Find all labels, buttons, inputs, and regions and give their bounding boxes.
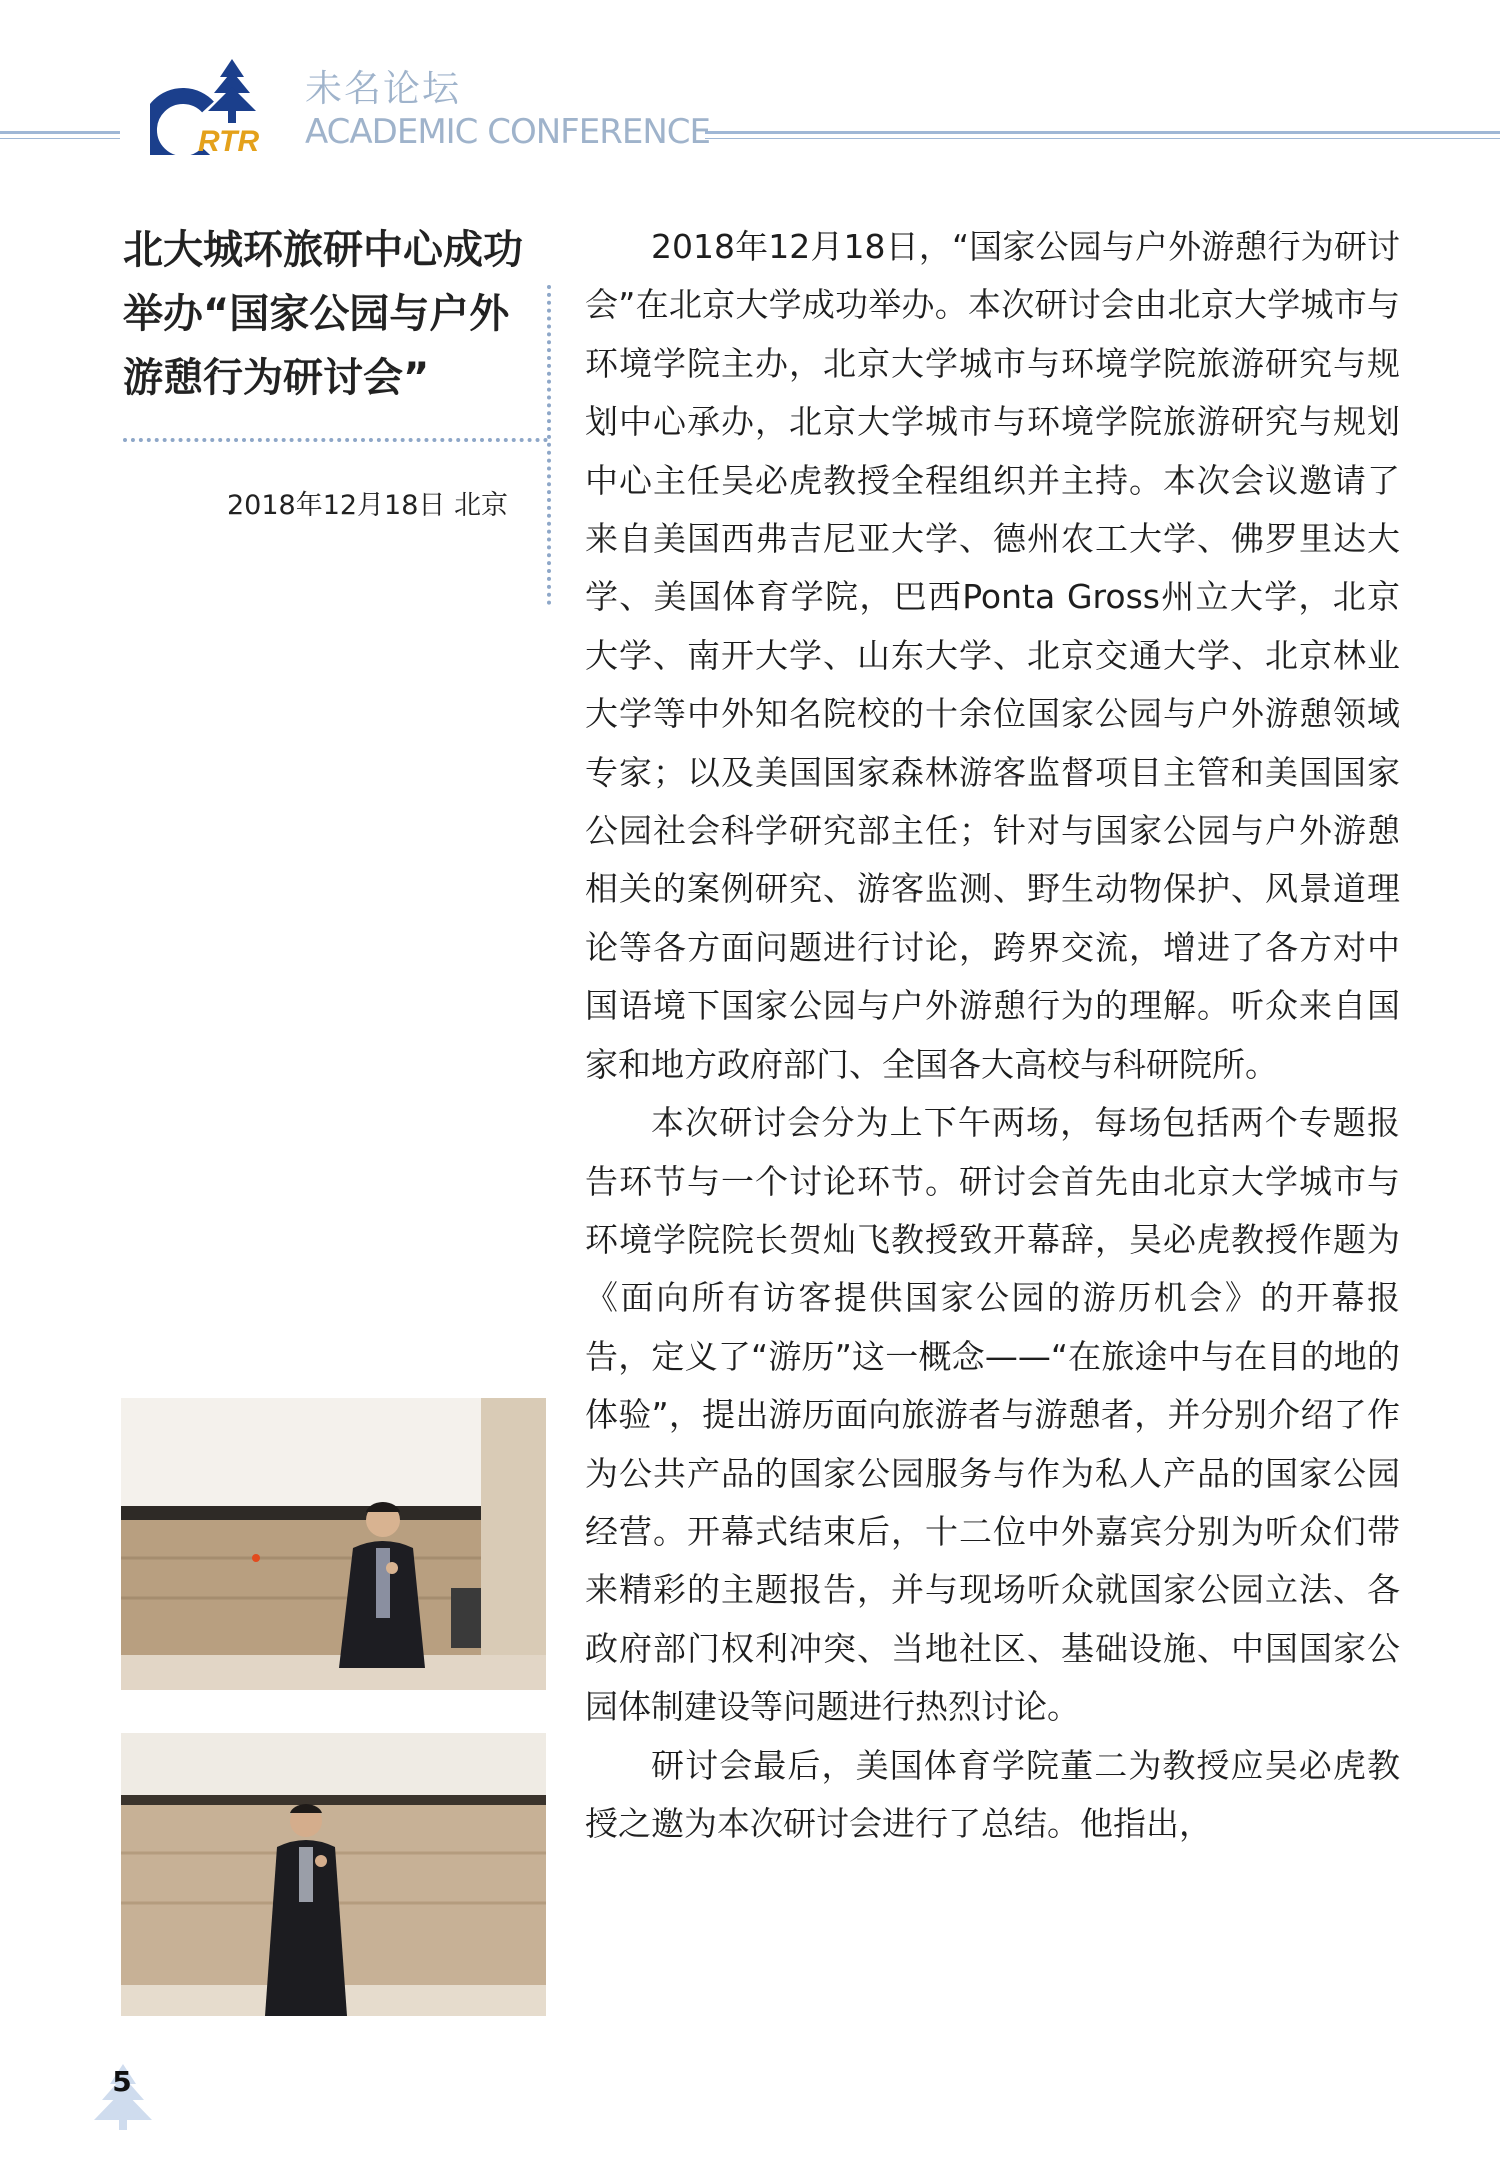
brand-chinese-name: 未名论坛 <box>305 67 461 110</box>
body-paragraph-2: 本次研讨会分为上下午两场，每场包括两个专题报告环节与一个讨论环节。研讨会首先由北京大学城市与环境学院院长贺灿飞教授致开幕辞，吴必虎教授作题为《面向所有访客提供国家公园的游历机会》的开幕报告，定义了“游历”这一概念——“在旅途中与在目的地的体验”，提出游历面向旅游者与游憩者，并分别介绍了作为公共产品的国家公园服务与作为私人产品的国家公园经营。开幕式结束后，十二位中外嘉宾分别为听众们带来精彩的主题报告，并与现场听众就国家公园立法、各政府部门权利冲突、当地社区、基础设施、中国国家公园体制建设等问题进行热烈讨论。 <box>585 1103 1400 1727</box>
body-paragraph-1: 2018年12月18日，“国家公园与户外游憩行为研讨会”在北京大学成功举办。本次研讨会由北京大学城市与环境学院主办，北京大学城市与环境学院旅游研究与规划中心承办，北京大学城市与环境学院旅游研究与规划中心主任吴必虎教授全程组织并主持。本次会议邀请了来自美国西弗吉尼亚大学、德州农工大学、佛罗里达大学、美国体育学院，巴西Ponta Gross州立大学，北京大学、南开大学、山东大学、北京交通大学、北京林业大学等中外知名院校的十余位国家公园与户外游憩领域专家；以及美国国家森林游客监督项目主管和美国国家公园社会科学研究部主任；针对与国家公园与户外游憩相关的案例研究、游客监测、野生动物保护、风景道理论等各方面问题进行讨论，跨界交流，增进了各方对中国语境下国家公园与户外游憩行为的理解。听众来自国家和地方政府部门、全国各大高校与科研院所。 <box>585 227 1400 1084</box>
header-rule-left-thin <box>0 138 120 139</box>
brand-english-name: ACADEMIC CONFERENCE <box>305 112 710 152</box>
article-dateline: 2018年12月18日 北京 <box>226 490 508 521</box>
logo-text: RTR <box>198 125 260 155</box>
header-rule-left <box>0 131 120 134</box>
speaker-photo-1 <box>121 1398 546 1690</box>
page-number: 5 <box>112 2065 132 2098</box>
title-dotted-rule <box>123 438 548 442</box>
header-rule-right <box>705 131 1500 134</box>
article-title: 北大城环旅研中心成功举办“国家公园与户外游憩行为研讨会” <box>123 227 523 401</box>
body-paragraph-3: 研讨会最后，美国体育学院董二为教授应吴必虎教授之邀为本次研讨会进行了总结。他指出， <box>585 1745 1400 1843</box>
column-dotted-rule <box>547 285 551 605</box>
speaker-photo-2 <box>121 1733 546 2016</box>
article-body <box>585 218 1400 1853</box>
logo-icon <box>150 55 285 155</box>
header-rule-right-thin <box>705 138 1500 139</box>
